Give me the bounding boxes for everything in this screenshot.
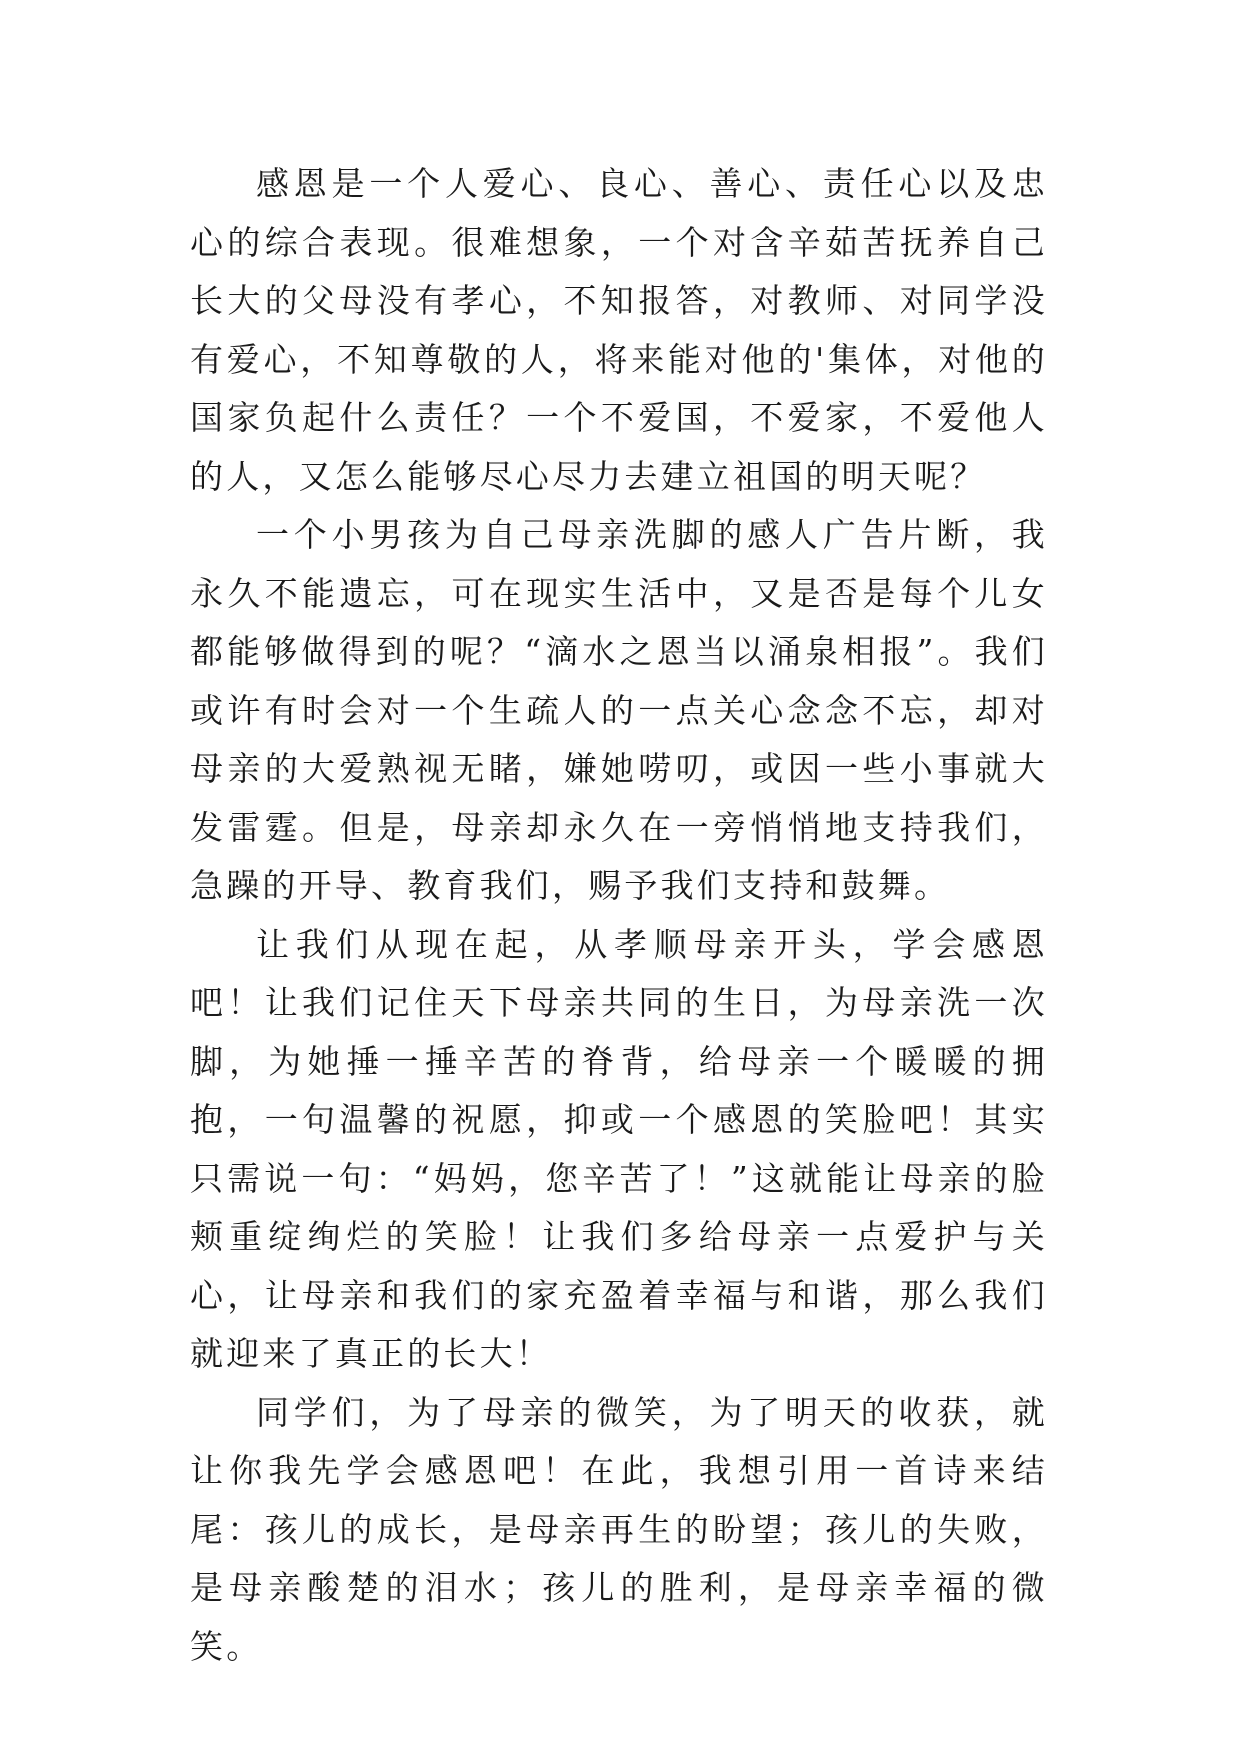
paragraph-1: 感恩是一个人爱心、良心、善心、责任心以及忠心的综合表现。很难想象，一个对含辛茹苦抚养自己长大的父母没有孝心，不知报答，对教师、对同学没有爱心，不知尊敬的人，将来能对他的'集体，对他的国家负起什么责任？一个不爱国，不爱家，不爱他人的人，又怎么能够尽心尽力去建立祖国的明天呢？ [190, 164, 1048, 496]
paragraph-4: 同学们，为了母亲的微笑，为了明天的收获，就让你我先学会感恩吧！在此，我想引用一首诗来结尾：孩儿的成长，是母亲再生的盼望；孩儿的失败，是母亲酸楚的泪水；孩儿的胜利，是母亲幸福的微笑。 [190, 1392, 1048, 1666]
paragraph-2: 一个小男孩为自己母亲洗脚的感人广告片断，我永久不能遗忘，可在现实生活中，又是否是每个儿女都能够做得到的呢？“滴水之恩当以涌泉相报”。我们或许有时会对一个生疏人的一点关心念念不忘，却对母亲的大爱熟视无睹，嫌她唠叨，或因一些小事就大发雷霆。但是，母亲却永久在一旁悄悄地支持我们，急躁的开导、教育我们，赐予我们支持和鼓舞。 [190, 515, 1048, 905]
document-body [190, 155, 1048, 1676]
paragraph-3: 让我们从现在起，从孝顺母亲开头，学会感恩吧！让我们记住天下母亲共同的生日，为母亲洗一次脚，为她捶一捶辛苦的脊背，给母亲一个暖暖的拥抱，一句温馨的祝愿，抑或一个感恩的笑脸吧！其实只需说一句：“妈妈，您辛苦了！”这就能让母亲的脸颊重绽绚烂的笑脸！让我们多给母亲一点爱护与关心，让母亲和我们的家充盈着幸福与和谐，那么我们就迎来了真正的长大！ [190, 924, 1048, 1373]
